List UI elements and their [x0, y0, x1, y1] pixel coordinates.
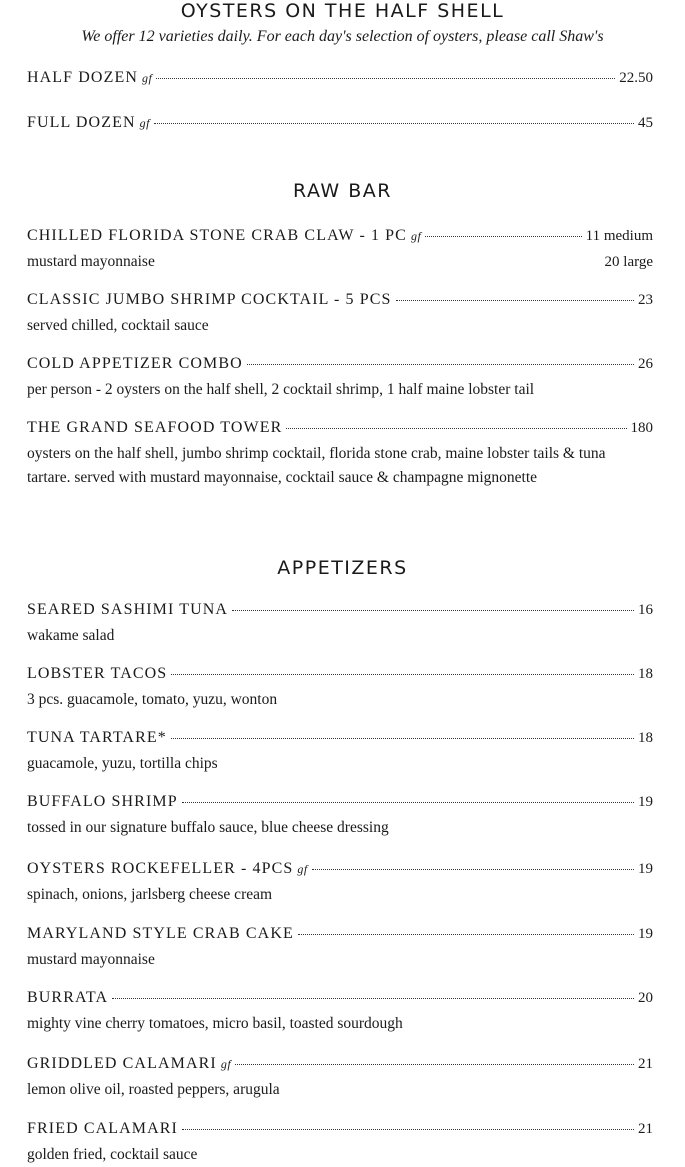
menu-item-seared-sashimi-tuna [27, 600, 653, 648]
item-description: mustard mayonnaise [27, 253, 155, 270]
item-price: 22.50 [619, 70, 653, 86]
menu-item-tuna-tartare [27, 728, 653, 776]
item-price: 18 [638, 666, 653, 682]
item-price: 19 [638, 861, 653, 877]
section-note-oysters: We offer 12 varieties daily. For each day's selection of oysters, please call Shaw's [81, 28, 604, 45]
gluten-free-mark: gf [410, 229, 422, 243]
item-price: 26 [638, 356, 653, 372]
menu-item-crab-cake [27, 924, 653, 972]
item-description: tossed in our signature buffalo sauce, blue cheese dressing [27, 819, 389, 836]
dot-leader [156, 78, 615, 79]
item-name: MARYLAND STYLE CRAB CAKE [27, 925, 294, 942]
menu-item-stone-crab-claw [27, 226, 653, 274]
item-price: 16 [638, 602, 653, 618]
dot-leader [235, 1064, 634, 1065]
item-price: 23 [638, 292, 653, 308]
item-price: 18 [638, 730, 653, 746]
item-name: TUNA TARTARE* [27, 729, 167, 746]
menu-item-buffalo-shrimp [27, 792, 653, 840]
item-name: FULL DOZEN [27, 114, 136, 131]
item-description: wakame salad [27, 627, 115, 644]
item-name: BUFFALO SHRIMP [27, 793, 178, 810]
gluten-free-mark: gf [139, 116, 150, 130]
item-price: 45 [638, 115, 653, 131]
item-name: LOBSTER TACOS [27, 665, 168, 682]
item-name: CLASSIC JUMBO SHRIMP COCKTAIL - 5 PCS [27, 291, 392, 308]
item-name: OYSTERS ROCKEFELLER - 4PCS [27, 860, 294, 877]
item-name: HALF DOZEN [27, 69, 138, 86]
item-name: SEARED SASHIMI TUNA [27, 601, 229, 618]
item-name: BURRATA [27, 989, 109, 1006]
dot-leader [154, 123, 634, 124]
item-price: 21 [638, 1121, 653, 1137]
item-price: 20 [638, 990, 653, 1006]
menu-item-half-dozen [27, 68, 653, 88]
item-price-secondary: 20 large [604, 254, 653, 270]
item-name: THE GRAND SEAFOOD TOWER [27, 419, 283, 436]
section-title-oysters: OYSTERS ON THE HALF SHELL [180, 0, 505, 22]
item-description: 3 pcs. guacamole, tomato, yuzu, wonton [27, 691, 278, 708]
item-description: golden fried, cocktail sauce [27, 1146, 198, 1163]
dot-leader [182, 1129, 634, 1130]
gluten-free-mark: gf [142, 71, 153, 85]
item-price: 21 [638, 1056, 653, 1072]
dot-leader [298, 934, 634, 935]
item-name: CHILLED FLORIDA STONE CRAB CLAW - 1 PC [27, 227, 407, 244]
dot-leader [396, 300, 634, 301]
item-description: spinach, onions, jarlsberg cheese cream [27, 886, 273, 903]
item-description: per person - 2 oysters on the half shell, 2 cocktail shrimp, 1 half maine lobster tail [27, 381, 535, 398]
dot-leader [312, 869, 634, 870]
item-description: mustard mayonnaise [27, 951, 155, 968]
item-price: 19 [638, 794, 653, 810]
menu-item-lobster-tacos [27, 664, 653, 712]
item-description: served chilled, cocktail sauce [27, 317, 209, 334]
item-name: FRIED CALAMARI [27, 1120, 178, 1137]
gluten-free-mark: gf [220, 1057, 232, 1071]
gluten-free-mark: gf [297, 862, 308, 876]
dot-leader [171, 674, 634, 675]
dot-leader [425, 236, 581, 237]
menu-item-griddled-calamari [27, 1054, 653, 1102]
dot-leader [112, 998, 634, 999]
dot-leader [247, 364, 634, 365]
dot-leader [286, 428, 626, 429]
dot-leader [182, 802, 634, 803]
item-description: mighty vine cherry tomatoes, micro basil, toasted sourdough [27, 1015, 403, 1032]
menu-item-cold-appetizer-combo [27, 354, 653, 402]
item-name: COLD APPETIZER COMBO [27, 355, 243, 372]
section-title-raw-bar: RAW BAR [293, 180, 392, 202]
menu-item-oysters-rockefeller [27, 859, 653, 907]
section-title-appetizers: APPETIZERS [277, 557, 408, 579]
item-description: lemon olive oil, roasted peppers, arugula [27, 1081, 280, 1098]
menu-item-burrata [27, 988, 653, 1036]
menu-item-seafood-tower [27, 418, 653, 490]
menu-item-shrimp-cocktail [27, 290, 653, 338]
item-description: guacamole, yuzu, tortilla chips [27, 755, 218, 772]
menu-item-fried-calamari [27, 1119, 653, 1167]
item-price: 180 [630, 420, 653, 436]
item-name: GRIDDLED CALAMARI [27, 1055, 217, 1072]
item-price: 19 [638, 926, 653, 942]
item-price: 11 medium [585, 228, 653, 244]
dot-leader [171, 738, 634, 739]
dot-leader [232, 610, 634, 611]
menu-item-full-dozen [27, 113, 653, 133]
item-description: oysters on the half shell, jumbo shrimp cocktail, florida stone crab, maine lobster tails & tuna tartare. served with mustard mayonnaise, cocktail sauce & champagne mignonette [27, 445, 606, 486]
